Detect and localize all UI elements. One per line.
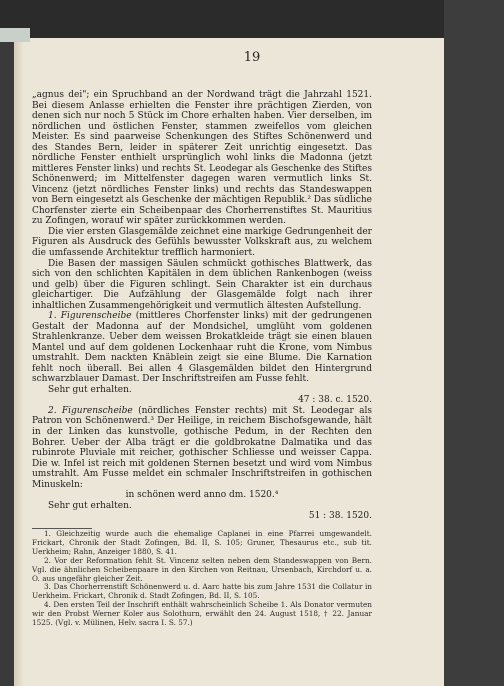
paragraph-2: Die vier ersten Glasgemälde zeichnet eine markige Gedrungenheit der Figuren als Ausdruck des Gefühls bewusster Volkskraft aus, zu welchem die umfassende Architektur trefflich harmoniert. — [32, 226, 372, 258]
scheibe-1-description — [32, 311, 372, 385]
page-number: 19 — [243, 50, 261, 65]
scheibe-2-state: Sehr gut erhalten. — [48, 500, 132, 511]
scheibe-2-label: 2. Figurenscheibe — [48, 405, 133, 416]
paragraph-3: Die Basen der massigen Säulen schmückt gothisches Blattwerk, das sich von den schlichten Kapitälen in dem üblichen Rankenbogen (weiss und gelb) über die Figuren schlingt. Sein Charakter ist ein durchaus gleichartiger. Die Aufzählung der Glasgemälde folgt nach ihrer inhaltlichen Zusammengehörigkeit und vermutlich ältesten Aufstellung. — [32, 258, 372, 311]
scheibe-2-description — [32, 406, 372, 490]
scheibe-1-label: 1. Figurenscheibe — [48, 311, 132, 322]
footnotes — [32, 530, 372, 628]
scheibe-1-text: (mittleres Chorfenster links) mit der gedrungenen Gestalt der Madonna auf der Mondsichel, umglüht vom goldenen Strahlenkranze. Ueber dem weissen Brokatkleide trägt sie einen blauen Mantel und auf dem goldenen Lockenhaar ruht die Krone, vom Nimbus umstrahlt. Dem nackten Knäblein zeigt sie eine Blume. Die Karnation fehlt noch überall. Bei allen 4 Glasgemälden bildet den Hintergrund schwarzblauer Damast. Der Inschriftstreifen am Fusse fehlt. — [32, 311, 372, 385]
scheibe-1-measure: 47 : 38. c. 1520. — [298, 395, 372, 406]
color-tab — [0, 28, 30, 42]
footnote-1: 1. Gleichzeitig wurde auch die ehemalige Caplanei in eine Pfarrei umgewandelt. Frickart, Chronik der Stadt Zofingen, Bd. II, S. 105; Gruner, Thesaurus etc., sub tit. Uerkheim; Rahn, Anzeiger 1880, S. 41. — [32, 529, 372, 556]
paragraph-1: „agnus dei"; ein Spruchband an der Nordwand trägt die Jahrzahl 1521. Bei diesem Anlasse erhielten die Fenster ihre prächtigen Zierden, von denen sich nur noch 5 Stück im Chore erhalten haben. Vier derselben, im nördlichen und östlichen Fenster, stammen zweifellos vom gleichen Meister. Es sind paarweise Schenkungen des Stiftes Schönenwerd und des Standes Bern, leider in späterer Zeit unrichtig eingesetzt. Das nördliche Fenster enthielt ursprünglich wohl links die Madonna (jetzt mittleres Fenster links) und rechts St. Leodegar als Geschenke des Stiftes Schönenwerd; im Mittelfenster dagegen waren vermutlich links St. Vincenz (jetzt nördliches Fenster links) und rechts das Standeswappen von Bern eingesetzt als Geschenke der mächtigen Republik.² Das südliche Chorfenster zierte ein Scheibenpaar des Chorherrenstiftes St. Mauritius zu Zofingen, worauf wir später zurückkommen werden. — [32, 90, 372, 227]
scanner-background-top — [0, 0, 504, 38]
scheibe-2-text: (nördliches Fenster rechts) mit St. Leodegar als Patron von Schönenwerd.³ Der Heilige, in reichem Bischofsgewande, hält in der Linken das kunstvolle, gothische Pedum, in der Rechten den Bohrer. Ueber der Alba trägt er die goldbrokatne Dalmatika und das rubinrote Pluviale mit reicher, gothischer Schliesse und weisser Cappa. Die w. Infel ist reich mit goldenen Sternen besetzt und wird vom Nimbus umstrahlt. Am Fusse meldet ein schmaler Inschriftstreifen in gothischen Minuskeln: — [32, 405, 372, 490]
footnote-3: 3. Das Chorherrenstift Schönenwerd u. d. Aarc hatte bis zum Jahre 1531 die Collatur in Uerkheim. Frickart, Chronik d. Stadt Zofingen, Bd. II, S. 105. — [32, 582, 372, 601]
scheibe-1-state: Sehr gut erhalten. — [48, 384, 132, 395]
scheibe-2-measure: 51 : 38. 1520. — [308, 511, 372, 522]
footnote-4: 4. Den ersten Teil der Inschrift enthält wahrscheinlich Scheibe 1. Als Donator vermuten wir den Probst Werner Koler aus Solothurn, erwählt den 24. August 1518, † 22. Januar 1525. (Vgl. v. Mülinen, Helv. sacra I. S. 57.) — [32, 600, 372, 628]
main-text — [32, 90, 372, 522]
scheibe-2-inscription: in schönen werd anno dm. 1520.⁴ — [125, 490, 279, 501]
scanner-background-right — [444, 0, 504, 686]
footnote-2: 2. Vor der Reformation fehlt St. Vincenz selten neben dem Standeswappen von Bern. Vgl. die ähnlichen Scheibenpaare in den Kirchen von Reitnau, Ursenbach, Kirchdorf u. a. O. aus ungefähr gleicher Zeit. — [32, 555, 372, 583]
page-gutter — [14, 38, 24, 686]
